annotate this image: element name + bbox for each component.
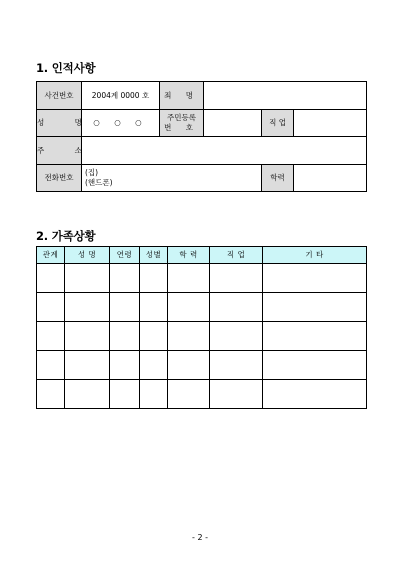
charge-value[interactable]: [204, 82, 367, 110]
resident-no-value[interactable]: [204, 109, 262, 137]
table-cell[interactable]: [210, 380, 263, 409]
table-cell[interactable]: [110, 380, 140, 409]
table-cell[interactable]: [65, 351, 110, 380]
table-cell[interactable]: [37, 322, 65, 351]
table-cell[interactable]: [210, 264, 263, 293]
case-no-label: 사건번호: [37, 82, 82, 110]
address-label: 주 소: [37, 137, 82, 165]
family-header-row: [37, 247, 367, 264]
page-number: - 2 -: [192, 533, 208, 542]
table-cell[interactable]: [37, 380, 65, 409]
table-cell[interactable]: [140, 351, 168, 380]
table-cell[interactable]: [65, 380, 110, 409]
phone-mobile-label: (핸드폰): [85, 177, 113, 187]
table-row: [37, 264, 367, 293]
phone-label: 전화번호: [37, 164, 82, 192]
table-cell[interactable]: [263, 322, 367, 351]
phone-home-label: (집): [85, 168, 99, 178]
table-cell[interactable]: [168, 264, 210, 293]
personal-info-table: [36, 81, 367, 192]
header-relation: 관계: [37, 247, 65, 264]
case-no-value[interactable]: 2004계 0000 호: [82, 82, 160, 110]
name-value[interactable]: ○ ○ ○: [82, 109, 160, 137]
table-cell[interactable]: [168, 322, 210, 351]
education-label: 학력: [262, 164, 294, 192]
table-cell[interactable]: [65, 264, 110, 293]
table-cell[interactable]: [65, 322, 110, 351]
table-cell[interactable]: [110, 322, 140, 351]
family-table: [36, 246, 367, 409]
table-cell[interactable]: [110, 293, 140, 322]
section2-title: 2. 가족상황: [36, 229, 96, 243]
table-cell[interactable]: [210, 351, 263, 380]
table-cell[interactable]: [168, 351, 210, 380]
table-row: [37, 351, 367, 380]
education-value[interactable]: [294, 164, 367, 192]
table-cell[interactable]: [140, 380, 168, 409]
header-education: 학 력: [168, 247, 210, 264]
table-cell[interactable]: [110, 264, 140, 293]
table-cell[interactable]: [263, 351, 367, 380]
table-cell[interactable]: [263, 293, 367, 322]
table-cell[interactable]: [168, 380, 210, 409]
table-cell[interactable]: [37, 351, 65, 380]
table-cell[interactable]: [168, 293, 210, 322]
table-cell[interactable]: [65, 293, 110, 322]
table-cell[interactable]: [210, 293, 263, 322]
table-row: [37, 322, 367, 351]
address-value[interactable]: [82, 137, 367, 165]
header-gender: 성별: [140, 247, 168, 264]
table-cell[interactable]: [263, 380, 367, 409]
header-name: 성 명: [65, 247, 110, 264]
section1-title: 1. 인적사항: [36, 61, 96, 75]
table-cell[interactable]: [37, 293, 65, 322]
table-row: [37, 380, 367, 409]
table-cell[interactable]: [110, 351, 140, 380]
table-row: [37, 293, 367, 322]
header-etc: 기 타: [263, 247, 367, 264]
table-cell[interactable]: [140, 322, 168, 351]
table-cell[interactable]: [263, 264, 367, 293]
header-age: 연령: [110, 247, 140, 264]
resident-no-label: 주민등록 번 호: [160, 109, 204, 137]
phone-value[interactable]: [82, 164, 262, 192]
charge-label: 죄 명: [160, 82, 204, 110]
header-job: 직 업: [210, 247, 263, 264]
table-cell[interactable]: [140, 293, 168, 322]
table-cell[interactable]: [37, 264, 65, 293]
table-cell[interactable]: [210, 322, 263, 351]
job-value[interactable]: [294, 109, 367, 137]
table-cell[interactable]: [140, 264, 168, 293]
name-label: 성 명: [37, 109, 82, 137]
job-label: 직 업: [262, 109, 294, 137]
